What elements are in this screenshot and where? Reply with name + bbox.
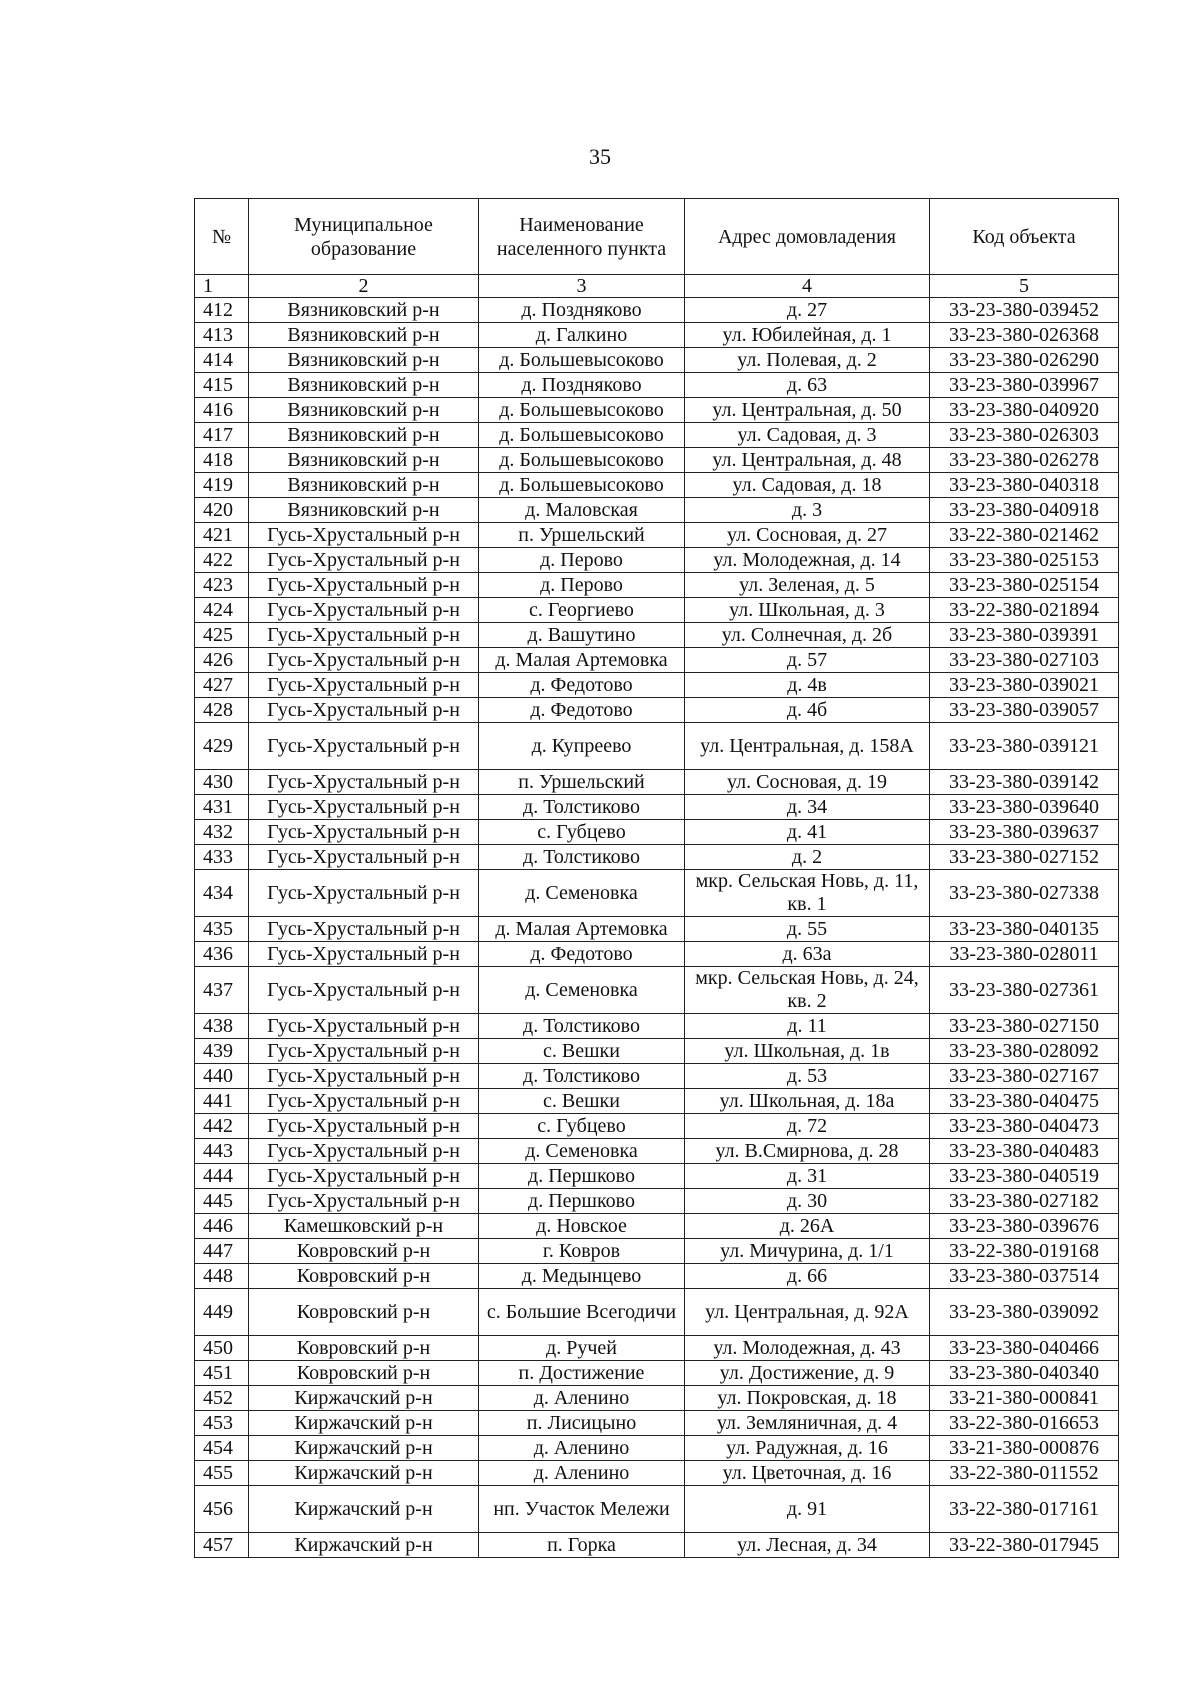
- settlement-cell: д. Першково: [479, 1164, 685, 1189]
- settlement-cell: с. Губцево: [479, 1114, 685, 1139]
- object-code-cell: 33-23-380-026290: [930, 348, 1119, 373]
- object-code-cell: 33-23-380-040340: [930, 1361, 1119, 1386]
- object-code-cell: 33-23-380-037514: [930, 1264, 1119, 1289]
- address-cell: ул. Мичурина, д. 1/1: [685, 1239, 930, 1264]
- settlement-cell: д. Большевысоково: [479, 423, 685, 448]
- settlement-cell: д. Аленино: [479, 1461, 685, 1486]
- address-cell: ул. Школьная, д. 1в: [685, 1039, 930, 1064]
- table-row: [195, 1189, 1119, 1214]
- municipality-cell: Киржачский р-н: [249, 1461, 479, 1486]
- address-cell: д. 53: [685, 1064, 930, 1089]
- settlement-cell: д. Перово: [479, 548, 685, 573]
- municipality-cell: Киржачский р-н: [249, 1486, 479, 1533]
- row-number: 455: [195, 1461, 249, 1486]
- municipality-cell: Гусь-Хрустальный р-н: [249, 967, 479, 1014]
- municipality-cell: Гусь-Хрустальный р-н: [249, 942, 479, 967]
- municipality-cell: Вязниковский р-н: [249, 398, 479, 423]
- object-code-cell: 33-23-380-039391: [930, 623, 1119, 648]
- address-cell: ул. Садовая, д. 3: [685, 423, 930, 448]
- row-number: 431: [195, 795, 249, 820]
- table-row: [195, 473, 1119, 498]
- municipality-cell: Гусь-Хрустальный р-н: [249, 770, 479, 795]
- settlement-cell: д. Аленино: [479, 1386, 685, 1411]
- row-number: 445: [195, 1189, 249, 1214]
- address-cell: ул. Солнечная, д. 2б: [685, 623, 930, 648]
- object-code-cell: 33-23-380-039121: [930, 723, 1119, 770]
- object-code-cell: 33-23-380-026303: [930, 423, 1119, 448]
- settlement-cell: п. Горка: [479, 1533, 685, 1558]
- table-row: [195, 573, 1119, 598]
- address-cell: ул. Центральная, д. 48: [685, 448, 930, 473]
- row-number: 429: [195, 723, 249, 770]
- municipality-cell: Гусь-Хрустальный р-н: [249, 820, 479, 845]
- row-number: 437: [195, 967, 249, 1014]
- municipality-cell: Вязниковский р-н: [249, 498, 479, 523]
- object-code-cell: 33-23-380-040920: [930, 398, 1119, 423]
- municipality-cell: Гусь-Хрустальный р-н: [249, 917, 479, 942]
- table-row: [195, 1533, 1119, 1558]
- table-row: [195, 548, 1119, 573]
- table-row: [195, 1411, 1119, 1436]
- address-cell: д. 30: [685, 1189, 930, 1214]
- address-cell: д. 31: [685, 1164, 930, 1189]
- settlement-cell: д. Медынцево: [479, 1264, 685, 1289]
- object-code-cell: 33-22-380-017945: [930, 1533, 1119, 1558]
- object-code-cell: 33-22-380-021894: [930, 598, 1119, 623]
- settlement-cell: п. Лисицыно: [479, 1411, 685, 1436]
- settlement-cell: д. Маловская: [479, 498, 685, 523]
- column-number: 2: [249, 275, 479, 298]
- settlement-cell: д. Купреево: [479, 723, 685, 770]
- object-code-cell: 33-23-380-039142: [930, 770, 1119, 795]
- address-cell: д. 55: [685, 917, 930, 942]
- object-code-cell: 33-22-380-017161: [930, 1486, 1119, 1533]
- table-row: [195, 1089, 1119, 1114]
- municipality-cell: Вязниковский р-н: [249, 473, 479, 498]
- row-number: 438: [195, 1014, 249, 1039]
- row-number: 423: [195, 573, 249, 598]
- object-code-cell: 33-23-380-028092: [930, 1039, 1119, 1064]
- table-row: [195, 1214, 1119, 1239]
- object-code-cell: 33-23-380-039967: [930, 373, 1119, 398]
- settlement-cell: д. Толстиково: [479, 795, 685, 820]
- settlement-cell: д. Поздняково: [479, 298, 685, 323]
- object-code-cell: 33-23-380-040519: [930, 1164, 1119, 1189]
- object-code-cell: 33-23-380-027152: [930, 845, 1119, 870]
- row-number: 447: [195, 1239, 249, 1264]
- row-number: 427: [195, 673, 249, 698]
- row-number: 439: [195, 1039, 249, 1064]
- row-number: 430: [195, 770, 249, 795]
- object-code-cell: 33-23-380-039452: [930, 298, 1119, 323]
- table-row: [195, 1039, 1119, 1064]
- row-number: 444: [195, 1164, 249, 1189]
- row-number: 446: [195, 1214, 249, 1239]
- address-cell: ул. Центральная, д. 50: [685, 398, 930, 423]
- settlement-cell: с. Вешки: [479, 1089, 685, 1114]
- settlement-cell: с. Большие Всегодичи: [479, 1289, 685, 1336]
- table-row: [195, 1486, 1119, 1533]
- address-cell: д. 66: [685, 1264, 930, 1289]
- address-cell: ул. Зеленая, д. 5: [685, 573, 930, 598]
- municipality-cell: Ковровский р-н: [249, 1336, 479, 1361]
- table-row: [195, 1239, 1119, 1264]
- municipality-cell: Киржачский р-н: [249, 1386, 479, 1411]
- settlement-cell: д. Федотово: [479, 698, 685, 723]
- municipality-cell: Гусь-Хрустальный р-н: [249, 1139, 479, 1164]
- address-cell: ул. Полевая, д. 2: [685, 348, 930, 373]
- address-cell: д. 57: [685, 648, 930, 673]
- header-object-code: Код объекта: [930, 199, 1119, 275]
- object-code-cell: 33-23-380-027167: [930, 1064, 1119, 1089]
- municipality-cell: Ковровский р-н: [249, 1289, 479, 1336]
- page-number: 35: [589, 144, 611, 169]
- address-cell: д. 63: [685, 373, 930, 398]
- column-number: 3: [479, 275, 685, 298]
- table-row: [195, 398, 1119, 423]
- address-cell: ул. Сосновая, д. 19: [685, 770, 930, 795]
- row-number: 432: [195, 820, 249, 845]
- settlement-cell: д. Новское: [479, 1214, 685, 1239]
- settlement-cell: д. Семеновка: [479, 967, 685, 1014]
- row-number: 421: [195, 523, 249, 548]
- table-row: [195, 373, 1119, 398]
- settlement-cell: с. Губцево: [479, 820, 685, 845]
- object-code-cell: 33-23-380-040466: [930, 1336, 1119, 1361]
- column-number: 5: [930, 275, 1119, 298]
- address-cell: ул. Цветочная, д. 16: [685, 1461, 930, 1486]
- settlement-cell: нп. Участок Мележи: [479, 1486, 685, 1533]
- address-cell: ул. Молодежная, д. 14: [685, 548, 930, 573]
- column-number: 4: [685, 275, 930, 298]
- table-row: [195, 623, 1119, 648]
- row-number: 428: [195, 698, 249, 723]
- address-cell: д. 27: [685, 298, 930, 323]
- table-row: [195, 820, 1119, 845]
- object-code-cell: 33-23-380-026278: [930, 448, 1119, 473]
- settlement-cell: д. Толстиково: [479, 1064, 685, 1089]
- row-number: 435: [195, 917, 249, 942]
- address-cell: ул. Садовая, д. 18: [685, 473, 930, 498]
- header-municipality: Муниципальное образование: [249, 199, 479, 275]
- address-cell: ул. В.Смирнова, д. 28: [685, 1139, 930, 1164]
- settlement-cell: п. Достижение: [479, 1361, 685, 1386]
- municipality-cell: Гусь-Хрустальный р-н: [249, 1064, 479, 1089]
- object-code-cell: 33-23-380-025154: [930, 573, 1119, 598]
- table-row: [195, 1436, 1119, 1461]
- municipality-cell: Гусь-Хрустальный р-н: [249, 1039, 479, 1064]
- municipality-cell: Гусь-Хрустальный р-н: [249, 723, 479, 770]
- municipality-cell: Вязниковский р-н: [249, 348, 479, 373]
- object-code-cell: 33-22-380-019168: [930, 1239, 1119, 1264]
- table-row: [195, 523, 1119, 548]
- table-row: [195, 1014, 1119, 1039]
- municipality-cell: Киржачский р-н: [249, 1436, 479, 1461]
- table-row: [195, 1264, 1119, 1289]
- header-settlement: Наименование населенного пункта: [479, 199, 685, 275]
- table-row: [195, 598, 1119, 623]
- object-code-cell: 33-21-380-000841: [930, 1386, 1119, 1411]
- settlement-cell: д. Федотово: [479, 673, 685, 698]
- table-header: [195, 199, 1119, 298]
- municipality-cell: Гусь-Хрустальный р-н: [249, 1114, 479, 1139]
- object-code-cell: 33-23-380-039637: [930, 820, 1119, 845]
- municipality-cell: Вязниковский р-н: [249, 298, 479, 323]
- address-cell: д. 4в: [685, 673, 930, 698]
- table-row: [195, 1386, 1119, 1411]
- settlement-cell: д. Большевысоково: [479, 398, 685, 423]
- settlement-cell: п. Уршельский: [479, 770, 685, 795]
- municipality-cell: Гусь-Хрустальный р-н: [249, 523, 479, 548]
- column-number: 1: [195, 275, 249, 298]
- object-code-cell: 33-22-380-016653: [930, 1411, 1119, 1436]
- object-code-cell: 33-23-380-039676: [930, 1214, 1119, 1239]
- municipality-cell: Гусь-Хрустальный р-н: [249, 573, 479, 598]
- table-row: [195, 423, 1119, 448]
- row-number: 414: [195, 348, 249, 373]
- address-cell: д. 11: [685, 1014, 930, 1039]
- row-number: 433: [195, 845, 249, 870]
- object-code-cell: 33-23-380-027182: [930, 1189, 1119, 1214]
- address-cell: д. 72: [685, 1114, 930, 1139]
- settlement-cell: д. Толстиково: [479, 1014, 685, 1039]
- column-numbers-row: [195, 275, 1119, 298]
- address-cell: д. 91: [685, 1486, 930, 1533]
- table-row: [195, 323, 1119, 348]
- address-cell: мкр. Сельская Новь, д. 11, кв. 1: [685, 870, 930, 917]
- table-row: [195, 648, 1119, 673]
- object-code-cell: 33-23-380-040475: [930, 1089, 1119, 1114]
- row-number: 456: [195, 1486, 249, 1533]
- address-cell: ул. Земляничная, д. 4: [685, 1411, 930, 1436]
- table-row: [195, 1164, 1119, 1189]
- municipality-cell: Гусь-Хрустальный р-н: [249, 795, 479, 820]
- object-code-cell: 33-23-380-039640: [930, 795, 1119, 820]
- municipality-cell: Вязниковский р-н: [249, 423, 479, 448]
- row-number: 453: [195, 1411, 249, 1436]
- object-code-cell: 33-23-380-025153: [930, 548, 1119, 573]
- row-number: 441: [195, 1089, 249, 1114]
- row-number: 419: [195, 473, 249, 498]
- municipality-cell: Гусь-Хрустальный р-н: [249, 698, 479, 723]
- address-cell: ул. Центральная, д. 158А: [685, 723, 930, 770]
- row-number: 452: [195, 1386, 249, 1411]
- row-number: 449: [195, 1289, 249, 1336]
- address-cell: ул. Радужная, д. 16: [685, 1436, 930, 1461]
- municipality-cell: Камешковский р-н: [249, 1214, 479, 1239]
- address-cell: ул. Школьная, д. 18а: [685, 1089, 930, 1114]
- object-code-cell: 33-23-380-040473: [930, 1114, 1119, 1139]
- settlement-cell: п. Уршельский: [479, 523, 685, 548]
- municipality-cell: Гусь-Хрустальный р-н: [249, 548, 479, 573]
- row-number: 420: [195, 498, 249, 523]
- settlement-cell: д. Семеновка: [479, 1139, 685, 1164]
- table-row: [195, 298, 1119, 323]
- table-row: [195, 1289, 1119, 1336]
- registry-table: [194, 198, 1119, 1558]
- table-row: [195, 870, 1119, 917]
- municipality-cell: Гусь-Хрустальный р-н: [249, 623, 479, 648]
- table-row: [195, 448, 1119, 473]
- table-row: [195, 723, 1119, 770]
- table-row: [195, 967, 1119, 1014]
- row-number: 436: [195, 942, 249, 967]
- municipality-cell: Ковровский р-н: [249, 1361, 479, 1386]
- row-number: 412: [195, 298, 249, 323]
- object-code-cell: 33-23-380-027338: [930, 870, 1119, 917]
- row-number: 416: [195, 398, 249, 423]
- settlement-cell: д. Першково: [479, 1189, 685, 1214]
- row-number: 443: [195, 1139, 249, 1164]
- settlement-cell: д. Толстиково: [479, 845, 685, 870]
- address-cell: д. 41: [685, 820, 930, 845]
- object-code-cell: 33-22-380-021462: [930, 523, 1119, 548]
- settlement-cell: д. Аленино: [479, 1436, 685, 1461]
- object-code-cell: 33-23-380-039057: [930, 698, 1119, 723]
- address-cell: ул. Достижение, д. 9: [685, 1361, 930, 1386]
- table-row: [195, 1336, 1119, 1361]
- row-number: 418: [195, 448, 249, 473]
- object-code-cell: 33-23-380-040483: [930, 1139, 1119, 1164]
- address-cell: ул. Юбилейная, д. 1: [685, 323, 930, 348]
- table-row: [195, 1361, 1119, 1386]
- municipality-cell: Вязниковский р-н: [249, 373, 479, 398]
- object-code-cell: 33-21-380-000876: [930, 1436, 1119, 1461]
- row-number: 450: [195, 1336, 249, 1361]
- row-number: 426: [195, 648, 249, 673]
- table-row: [195, 348, 1119, 373]
- address-cell: ул. Лесная, д. 34: [685, 1533, 930, 1558]
- table-row: [195, 673, 1119, 698]
- settlement-cell: д. Малая Артемовка: [479, 917, 685, 942]
- settlement-cell: г. Ковров: [479, 1239, 685, 1264]
- address-cell: д. 34: [685, 795, 930, 820]
- municipality-cell: Гусь-Хрустальный р-н: [249, 673, 479, 698]
- object-code-cell: 33-23-380-027150: [930, 1014, 1119, 1039]
- municipality-cell: Ковровский р-н: [249, 1264, 479, 1289]
- settlement-cell: д. Большевысоково: [479, 348, 685, 373]
- object-code-cell: 33-23-380-039021: [930, 673, 1119, 698]
- settlement-cell: д. Перово: [479, 573, 685, 598]
- settlement-cell: д. Ручей: [479, 1336, 685, 1361]
- row-number: 424: [195, 598, 249, 623]
- object-code-cell: 33-23-380-040918: [930, 498, 1119, 523]
- municipality-cell: Гусь-Хрустальный р-н: [249, 845, 479, 870]
- settlement-cell: д. Семеновка: [479, 870, 685, 917]
- settlement-cell: д. Малая Артемовка: [479, 648, 685, 673]
- table-body: [195, 298, 1119, 1558]
- table-row: [195, 845, 1119, 870]
- table-row: [195, 795, 1119, 820]
- header-number: №: [195, 199, 249, 275]
- row-number: 413: [195, 323, 249, 348]
- municipality-cell: Вязниковский р-н: [249, 448, 479, 473]
- settlement-cell: д. Галкино: [479, 323, 685, 348]
- address-cell: д. 26А: [685, 1214, 930, 1239]
- address-cell: ул. Молодежная, д. 43: [685, 1336, 930, 1361]
- address-cell: ул. Покровская, д. 18: [685, 1386, 930, 1411]
- object-code-cell: 33-23-380-028011: [930, 942, 1119, 967]
- table-row: [195, 770, 1119, 795]
- object-code-cell: 33-23-380-026368: [930, 323, 1119, 348]
- address-cell: ул. Центральная, д. 92А: [685, 1289, 930, 1336]
- header-address: Адрес домовладения: [685, 199, 930, 275]
- table-row: [195, 698, 1119, 723]
- municipality-cell: Гусь-Хрустальный р-н: [249, 1189, 479, 1214]
- municipality-cell: Гусь-Хрустальный р-н: [249, 598, 479, 623]
- settlement-cell: с. Георгиево: [479, 598, 685, 623]
- settlement-cell: д. Вашутино: [479, 623, 685, 648]
- table-row: [195, 498, 1119, 523]
- table-row: [195, 1064, 1119, 1089]
- municipality-cell: Киржачский р-н: [249, 1411, 479, 1436]
- object-code-cell: 33-23-380-027103: [930, 648, 1119, 673]
- object-code-cell: 33-23-380-027361: [930, 967, 1119, 1014]
- row-number: 422: [195, 548, 249, 573]
- address-cell: ул. Школьная, д. 3: [685, 598, 930, 623]
- table-row: [195, 1114, 1119, 1139]
- table-row: [195, 942, 1119, 967]
- row-number: 448: [195, 1264, 249, 1289]
- municipality-cell: Гусь-Хрустальный р-н: [249, 1164, 479, 1189]
- address-cell: д. 3: [685, 498, 930, 523]
- settlement-cell: д. Большевысоково: [479, 448, 685, 473]
- object-code-cell: 33-22-380-011552: [930, 1461, 1119, 1486]
- row-number: 434: [195, 870, 249, 917]
- row-number: 417: [195, 423, 249, 448]
- row-number: 451: [195, 1361, 249, 1386]
- municipality-cell: Гусь-Хрустальный р-н: [249, 870, 479, 917]
- settlement-cell: д. Поздняково: [479, 373, 685, 398]
- settlement-cell: д. Федотово: [479, 942, 685, 967]
- table-row: [195, 1139, 1119, 1164]
- table-row: [195, 1461, 1119, 1486]
- municipality-cell: Гусь-Хрустальный р-н: [249, 648, 479, 673]
- row-number: 454: [195, 1436, 249, 1461]
- row-number: 440: [195, 1064, 249, 1089]
- settlement-cell: с. Вешки: [479, 1039, 685, 1064]
- municipality-cell: Вязниковский р-н: [249, 323, 479, 348]
- address-cell: д. 2: [685, 845, 930, 870]
- row-number: 415: [195, 373, 249, 398]
- address-cell: мкр. Сельская Новь, д. 24, кв. 2: [685, 967, 930, 1014]
- address-cell: ул. Сосновая, д. 27: [685, 523, 930, 548]
- object-code-cell: 33-23-380-040135: [930, 917, 1119, 942]
- address-cell: д. 4б: [685, 698, 930, 723]
- settlement-cell: д. Большевысоково: [479, 473, 685, 498]
- table-row: [195, 917, 1119, 942]
- row-number: 425: [195, 623, 249, 648]
- municipality-cell: Гусь-Хрустальный р-н: [249, 1089, 479, 1114]
- municipality-cell: Гусь-Хрустальный р-н: [249, 1014, 479, 1039]
- municipality-cell: Киржачский р-н: [249, 1533, 479, 1558]
- object-code-cell: 33-23-380-039092: [930, 1289, 1119, 1336]
- address-cell: д. 63а: [685, 942, 930, 967]
- row-number: 442: [195, 1114, 249, 1139]
- municipality-cell: Ковровский р-н: [249, 1239, 479, 1264]
- row-number: 457: [195, 1533, 249, 1558]
- object-code-cell: 33-23-380-040318: [930, 473, 1119, 498]
